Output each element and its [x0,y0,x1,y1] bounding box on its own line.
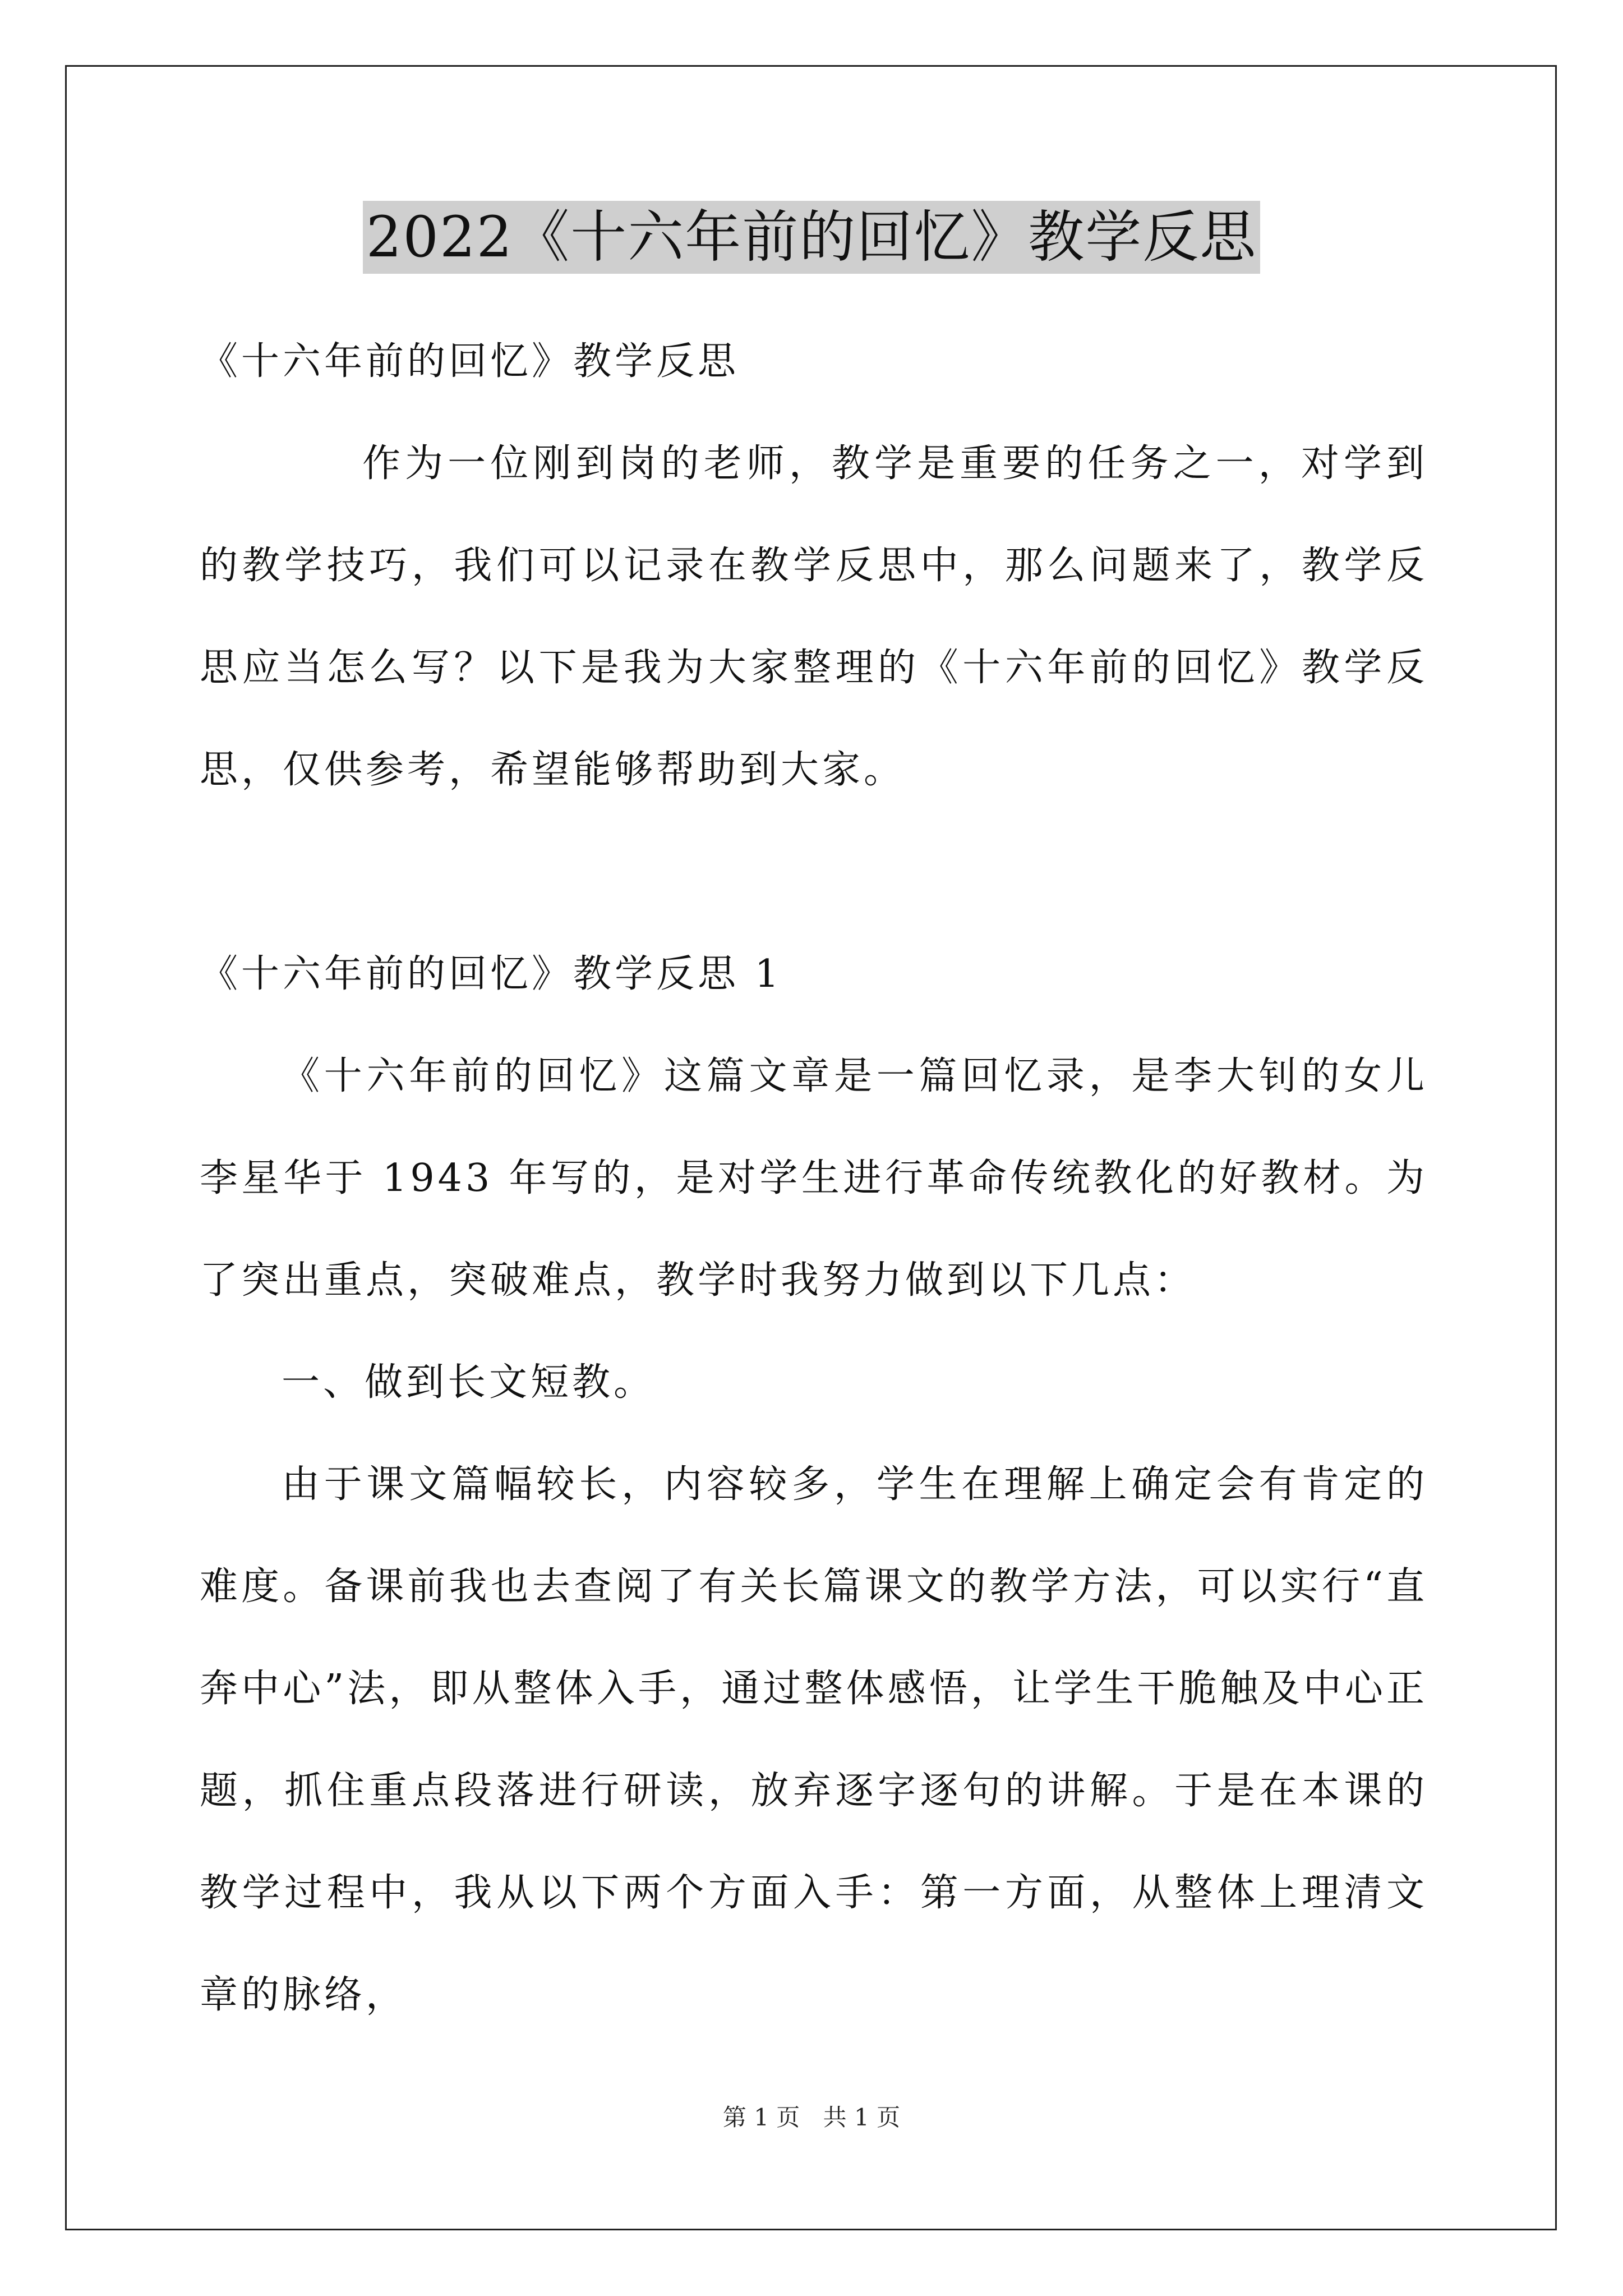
section-gap [200,821,1428,923]
body-paragraph: 一、做到长文短教。 [282,1360,656,1405]
body-paragraph: 《十六年前的回忆》这篇文章是一篇回忆录，是李大钊的女儿李星华于 1943 年写的，是对学生进行革命传统教化的好教材。为了突出重点，突破难点，教学时我努力做到以下几点： [200,1054,1428,1303]
page-footer [0,2101,1623,2134]
section-heading: 《十六年前的回忆》教学反思 1 [200,952,782,996]
document-body [200,311,1428,2046]
page-total: 共 1 页 [823,2104,901,2131]
title-container [0,201,1623,274]
page-number: 第 1 页 [722,2104,800,2131]
subtitle: 《十六年前的回忆》教学反思 [200,339,740,384]
intro-paragraph: 作为一位刚到岗的老师，教学是重要的任务之一，对学到的教学技巧，我们可以记录在教学反思中，那么问题来了，教学反思应当怎么写？以下是我为大家整理的《十六年前的回忆》教学反思，仅供参考，希望能够帮助到大家。 [200,441,1428,792]
document-title: 2022《十六年前的回忆》教学反思 [363,201,1261,274]
body-paragraph: 由于课文篇幅较长，内容较多，学生在理解上确定会有肯定的难度。备课前我也去查阅了有关长篇课文的教学方法，可以实行“直奔中心”法，即从整体入手，通过整体感悟，让学生干脆触及中心正题，抓住重点段落进行研读，放弃逐字逐句的讲解。于是在本课的教学过程中，我从以下两个方面入手：第一方面，从整体上理清文章的脉络， [200,1462,1428,2017]
